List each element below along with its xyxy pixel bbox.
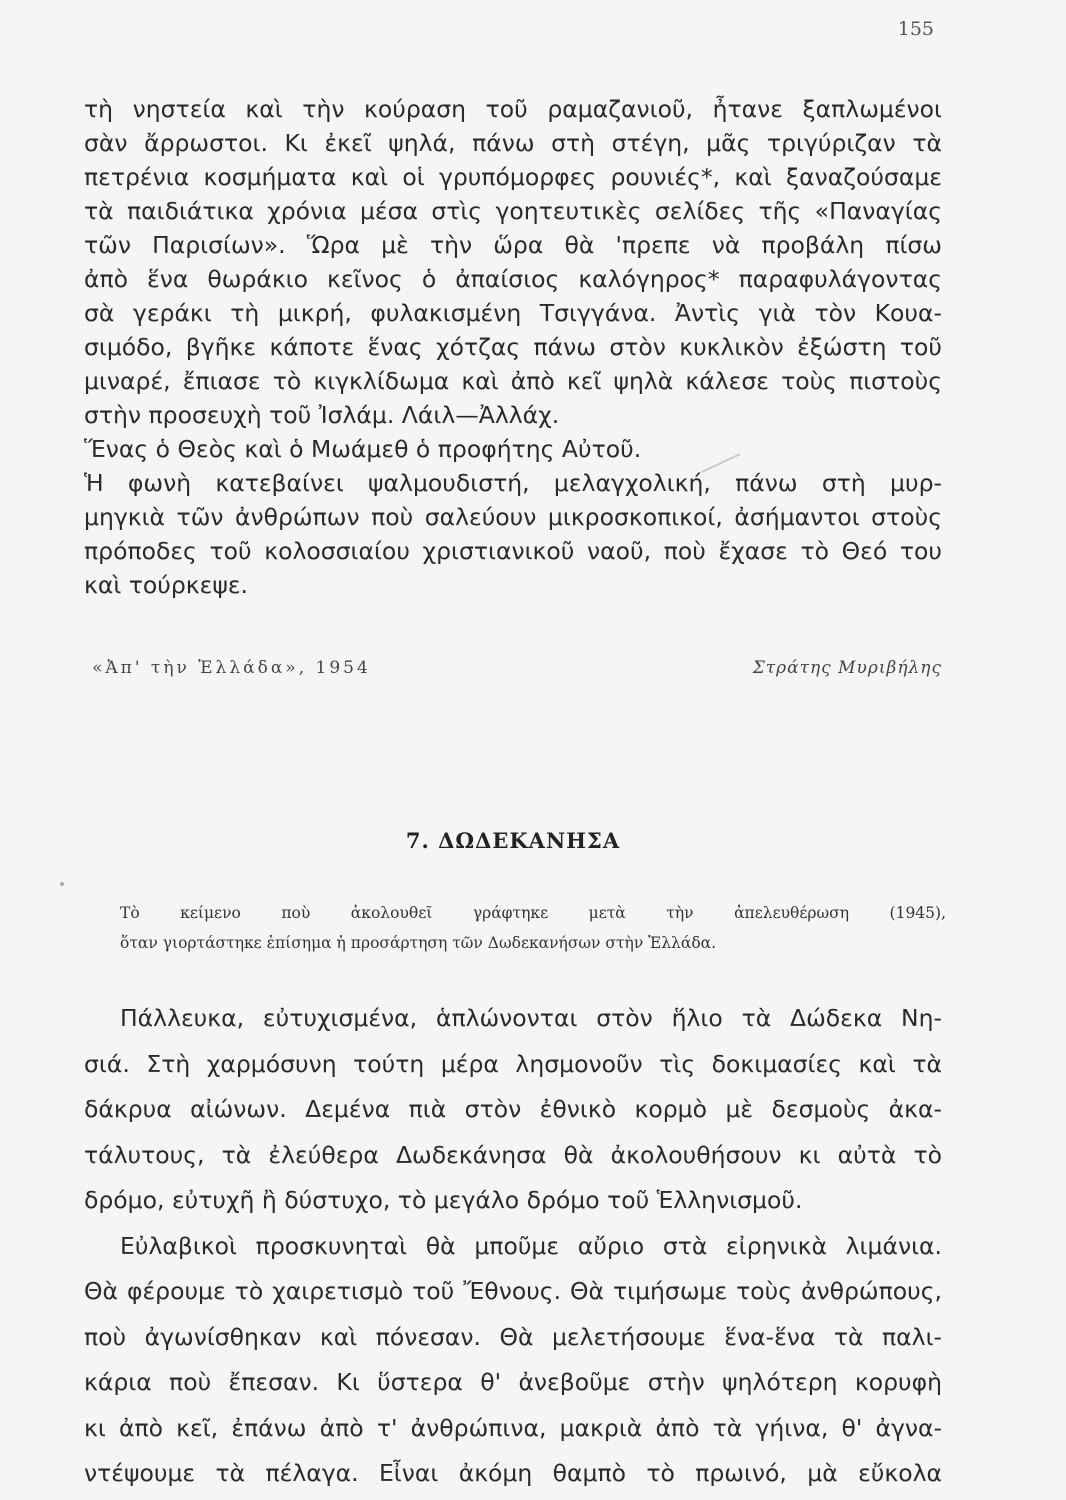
text-line: δρόμο, εὐτυχῆ ἢ δύστυχο, τὸ μεγάλο δρόμο τοῦ Ἑλληνισμοῦ. [84, 1186, 803, 1214]
text-line: στὴν προσευχὴ τοῦ Ἰσλάμ. Λάιλ—Ἀλλάχ. [84, 401, 560, 429]
text-line: κάρια ποὺ ἔπεσαν. Κι ὕστερα θ' ἀνεβοῦμε στὴν ψηλότερη κορυφὴ [84, 1368, 942, 1396]
text-line: πετρένια κοσμήματα καὶ οἱ γρυπόμορφες ρουνιές*, καὶ ξαναζούσαμε [84, 163, 942, 191]
text-line: τὴ νηστεία καὶ τὴν κούραση τοῦ ραμαζανιοῦ, ἦτανε ξαπλωμένοι [84, 95, 942, 123]
text-line: Εὐλαβικοὶ προσκυνηταὶ θὰ μποῦμε αὔριο στὰ εἰρηνικὰ λιμάνια. [120, 1231, 942, 1260]
source-author: Στράτης Μυριβήλης [752, 658, 942, 678]
text-line: τῶν Παρισίων». Ὥρα μὲ τὴν ὥρα θὰ 'πρεπε νὰ προβάλη πίσω [84, 231, 942, 259]
intro-line: ὅταν γιορτάστηκε ἐπίσημα ἡ προσάρτηση τῶν Δωδεκανήσων στὴν Ἑλλάδα. [120, 934, 717, 952]
text-line: ἀπὸ ἕνα θωράκιο κεῖνος ὁ ἀπαίσιος καλόγηρος* παραφυλάγοντας [84, 265, 942, 293]
section-title: 7. ΔΩΔΕΚΑΝΗΣΑ [405, 828, 621, 853]
text-line: σιά. Στὴ χαρμόσυνη τούτη μέρα λησμονοῦν τὶς δοκιμασίες καὶ τὰ [84, 1049, 942, 1078]
text-line: Ἡ φωνὴ κατεβαίνει ψαλμουδιστή, μελαγχολική, πάνω στὴ μυρ- [84, 469, 942, 497]
passage-one [84, 92, 942, 602]
source-attribution [92, 650, 942, 684]
section-intro [120, 898, 946, 958]
text-line: τάλυτους, τὰ ἐλεύθερα Δωδεκάνησα θὰ ἀκολουθήσουν κι αὐτὰ τὸ [84, 1140, 942, 1169]
text-line: Πάλλευκα, εὐτυχισμένα, ἁπλώνονται στὸν ἥλιο τὰ Δώδεκα Νη- [120, 1004, 942, 1032]
text-line: ποὺ ἀγωνίσθηκαν καὶ πόνεσαν. Θὰ μελετήσουμε ἕνα-ἕνα τὰ παλι- [84, 1322, 942, 1351]
page-number: 155 [897, 18, 934, 40]
text-line: Ἕνας ὁ Θεὸς καὶ ὁ Μωάμεθ ὁ προφήτης Αὐτοῦ. [84, 435, 642, 463]
intro-line: Τὸ κείμενο ποὺ ἀκολουθεῖ γράφτηκε μετὰ τὴν ἀπελευθέρωση (1945), [120, 904, 946, 922]
text-line: ντέψουμε τὰ πέλαγα. Εἶναι ἀκόμη θαμπὸ τὸ πρωινό, μὰ εὔκολα [84, 1459, 942, 1487]
text-line: δάκρυα αἰώνων. Δεμένα πιὰ στὸν ἐθνικὸ κορμὸ μὲ δεσμοὺς ἀκα- [84, 1095, 942, 1123]
text-line: τὰ παιδιάτικα χρόνια μέσα στὶς γοητευτικὲς σελίδες τῆς «Παναγίας [84, 197, 942, 225]
text-line: Θὰ φέρουμε τὸ χαιρετισμὸ τοῦ Ἔθνους. Θὰ τιμήσωμε τοὺς ἀνθρώπους, [84, 1277, 942, 1305]
text-line: σὰ γεράκι τὴ μικρή, φυλακισμένη Τσιγγάνα. Ἀντὶς γιὰ τὸν Κουα- [84, 299, 942, 327]
text-line: καὶ τούρκεψε. [84, 571, 249, 599]
text-line: σιμόδο, βγῆκε κάποτε ἕνας χότζας πάνω στὸν κυκλικὸν ἐξώστη τοῦ [84, 333, 942, 361]
ink-dot [60, 882, 64, 886]
text-line: πρόποδες τοῦ κολοσσιαίου χριστιανικοῦ ναοῦ, ποὺ ἔχασε τὸ Θεό του [84, 537, 942, 565]
text-line: μηγκιὰ τῶν ἀνθρώπων ποὺ σαλεύουν μικροσκοπικοί, ἀσήμαντοι στοὺς [84, 503, 942, 531]
text-line: μιναρέ, ἔπιασε τὸ κιγκλίδωμα καὶ ἀπὸ κεῖ ψηλὰ κάλεσε τοὺς πιστοὺς [84, 367, 942, 395]
passage-two [84, 996, 942, 1497]
text-line: σὰν ἄρρωστοι. Κι ἐκεῖ ψηλά, πάνω στὴ στέγη, μᾶς τριγύριζαν τὰ [84, 129, 942, 157]
text-line: κι ἀπὸ κεῖ, ἐπάνω ἀπὸ τ' ἀνθρώπινα, μακριὰ ἀπὸ τὰ γήινα, θ' ἀγνα- [84, 1413, 942, 1442]
source-citation: «Ἀπ' τὴν Ἑλλάδα», 1954 [92, 658, 371, 678]
